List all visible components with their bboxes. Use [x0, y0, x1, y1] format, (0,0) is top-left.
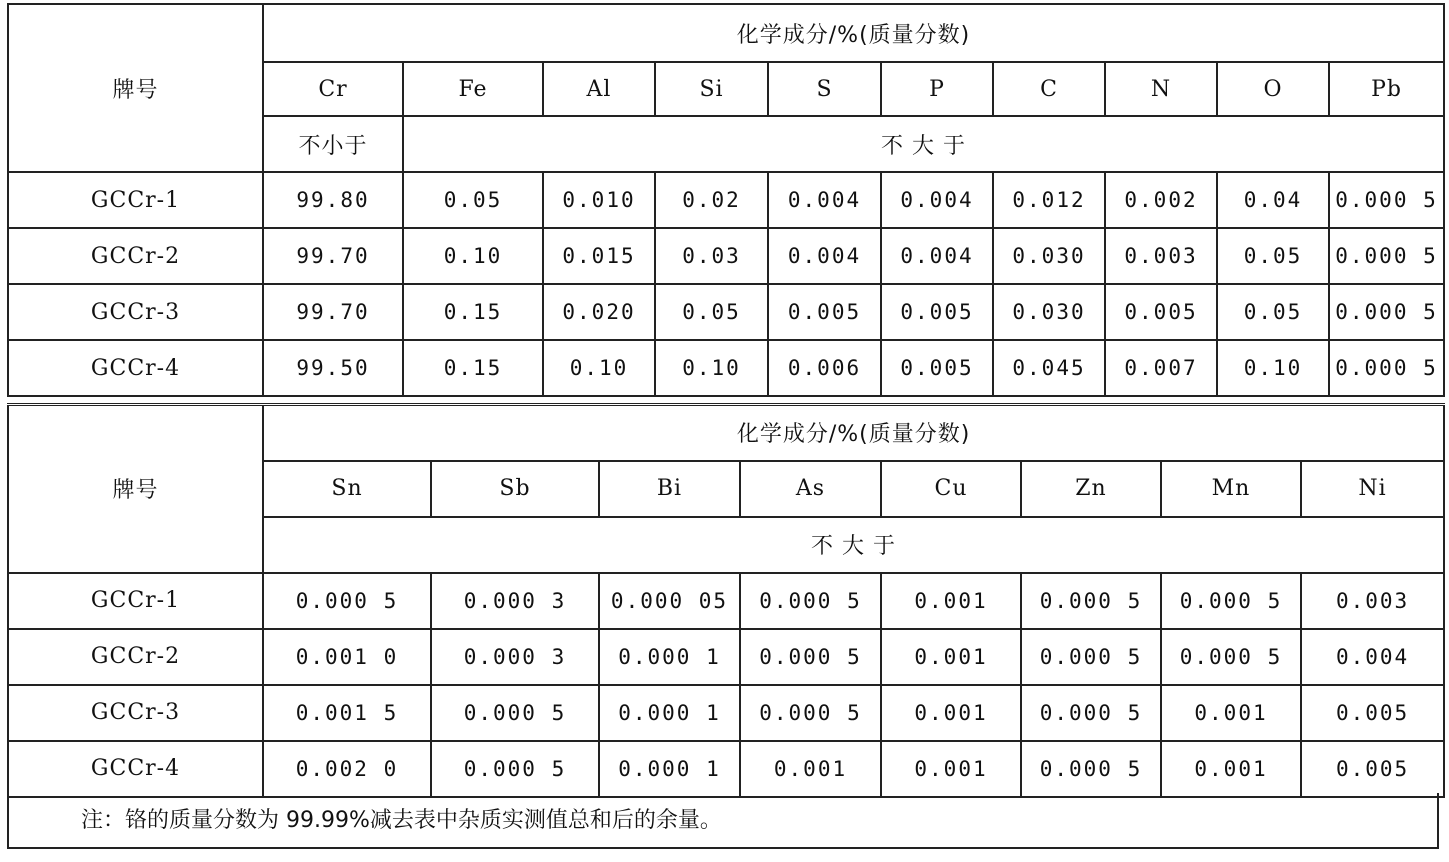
max-label: 不 大 于: [403, 116, 1444, 172]
value-cell: 0.05: [1217, 228, 1329, 284]
value-cell: 0.005: [881, 340, 993, 396]
value-cell: 0.002: [1105, 172, 1217, 228]
value-cell: 0.000 5: [740, 573, 881, 629]
value-cell: 0.000 5: [740, 685, 881, 741]
table-row: [8, 629, 1444, 685]
table-row: [8, 685, 1444, 741]
table-note: 注：铬的质量分数为 99.99%减去表中杂质实测值总和后的余量。: [7, 793, 1439, 849]
element-header: Sn: [263, 461, 431, 517]
value-cell: 0.005: [881, 284, 993, 340]
value-cell: 0.000 5: [1021, 629, 1161, 685]
value-cell: 0.001 5: [263, 685, 431, 741]
value-cell: 99.70: [263, 284, 403, 340]
value-cell: 0.030: [993, 228, 1105, 284]
element-header: Si: [655, 62, 768, 116]
value-cell: 0.015: [543, 228, 655, 284]
value-cell: 0.005: [1301, 685, 1444, 741]
value-cell: 0.005: [1301, 741, 1444, 797]
value-cell: 0.030: [993, 284, 1105, 340]
grade-cell: GCCr-4: [8, 340, 263, 396]
element-header: Cr: [263, 62, 403, 116]
value-cell: 0.000 5: [1161, 573, 1301, 629]
composition-table-2: [7, 403, 1445, 798]
value-cell: 0.000 5: [431, 741, 599, 797]
grade-cell: GCCr-1: [8, 172, 263, 228]
value-cell: 0.15: [403, 340, 543, 396]
value-cell: 0.007: [1105, 340, 1217, 396]
value-cell: 0.001 0: [263, 629, 431, 685]
value-cell: 0.001: [740, 741, 881, 797]
table-row: [8, 284, 1444, 340]
grade-cell: GCCr-1: [8, 573, 263, 629]
value-cell: 0.000 5: [740, 629, 881, 685]
value-cell: 0.03: [655, 228, 768, 284]
value-cell: 0.004: [1301, 629, 1444, 685]
value-cell: 0.10: [655, 340, 768, 396]
value-cell: 0.000 5: [1329, 228, 1444, 284]
value-cell: 0.012: [993, 172, 1105, 228]
element-header: Pb: [1329, 62, 1444, 116]
value-cell: 0.000 5: [431, 685, 599, 741]
element-header: Sb: [431, 461, 599, 517]
value-cell: 0.001: [881, 741, 1021, 797]
value-cell: 0.15: [403, 284, 543, 340]
grade-header: 牌号: [8, 4, 263, 172]
value-cell: 0.000 5: [1329, 172, 1444, 228]
value-cell: 0.000 1: [599, 741, 740, 797]
table-row: [8, 573, 1444, 629]
min-label: 不小于: [263, 116, 403, 172]
value-cell: 0.001: [1161, 685, 1301, 741]
value-cell: 0.10: [1217, 340, 1329, 396]
value-cell: 0.005: [1105, 284, 1217, 340]
value-cell: 0.002 0: [263, 741, 431, 797]
value-cell: 0.001: [1161, 741, 1301, 797]
element-header: Ni: [1301, 461, 1444, 517]
value-cell: 99.70: [263, 228, 403, 284]
element-header: C: [993, 62, 1105, 116]
value-cell: 0.000 1: [599, 685, 740, 741]
group-header: 化学成分/%(质量分数): [263, 4, 1444, 62]
element-header: P: [881, 62, 993, 116]
element-header: N: [1105, 62, 1217, 116]
element-header: S: [768, 62, 881, 116]
value-cell: 0.05: [403, 172, 543, 228]
grade-cell: GCCr-3: [8, 685, 263, 741]
value-cell: 0.000 5: [1021, 741, 1161, 797]
value-cell: 0.000 5: [1329, 284, 1444, 340]
value-cell: 0.010: [543, 172, 655, 228]
value-cell: 0.000 5: [1329, 340, 1444, 396]
value-cell: 0.000 3: [431, 629, 599, 685]
value-cell: 0.000 5: [1021, 685, 1161, 741]
value-cell: 0.05: [655, 284, 768, 340]
value-cell: 0.005: [768, 284, 881, 340]
value-cell: 0.003: [1301, 573, 1444, 629]
value-cell: 0.000 3: [431, 573, 599, 629]
table-row: [8, 228, 1444, 284]
value-cell: 0.000 5: [263, 573, 431, 629]
group-header: 化学成分/%(质量分数): [263, 405, 1444, 461]
element-header: Bi: [599, 461, 740, 517]
value-cell: 0.000 1: [599, 629, 740, 685]
value-cell: 0.004: [881, 172, 993, 228]
grade-cell: GCCr-2: [8, 629, 263, 685]
value-cell: 0.10: [543, 340, 655, 396]
grade-header: 牌号: [8, 405, 263, 573]
value-cell: 0.10: [403, 228, 543, 284]
value-cell: 0.05: [1217, 284, 1329, 340]
value-cell: 0.000 5: [1161, 629, 1301, 685]
value-cell: 0.004: [768, 228, 881, 284]
value-cell: 99.80: [263, 172, 403, 228]
element-header: As: [740, 461, 881, 517]
value-cell: 0.04: [1217, 172, 1329, 228]
value-cell: 0.000 05: [599, 573, 740, 629]
grade-cell: GCCr-3: [8, 284, 263, 340]
value-cell: 0.004: [881, 228, 993, 284]
max-label: 不 大 于: [263, 517, 1444, 573]
value-cell: 99.50: [263, 340, 403, 396]
composition-table-1: [7, 3, 1445, 397]
element-header: Cu: [881, 461, 1021, 517]
value-cell: 0.000 5: [1021, 573, 1161, 629]
element-header: Zn: [1021, 461, 1161, 517]
value-cell: 0.02: [655, 172, 768, 228]
table-row: [8, 340, 1444, 396]
element-header: O: [1217, 62, 1329, 116]
element-header: Mn: [1161, 461, 1301, 517]
grade-cell: GCCr-4: [8, 741, 263, 797]
value-cell: 0.045: [993, 340, 1105, 396]
value-cell: 0.001: [881, 629, 1021, 685]
table-row: [8, 172, 1444, 228]
value-cell: 0.001: [881, 573, 1021, 629]
value-cell: 0.006: [768, 340, 881, 396]
grade-cell: GCCr-2: [8, 228, 263, 284]
value-cell: 0.001: [881, 685, 1021, 741]
element-header: Fe: [403, 62, 543, 116]
table-row: [8, 741, 1444, 797]
value-cell: 0.020: [543, 284, 655, 340]
value-cell: 0.004: [768, 172, 881, 228]
value-cell: 0.003: [1105, 228, 1217, 284]
element-header: Al: [543, 62, 655, 116]
